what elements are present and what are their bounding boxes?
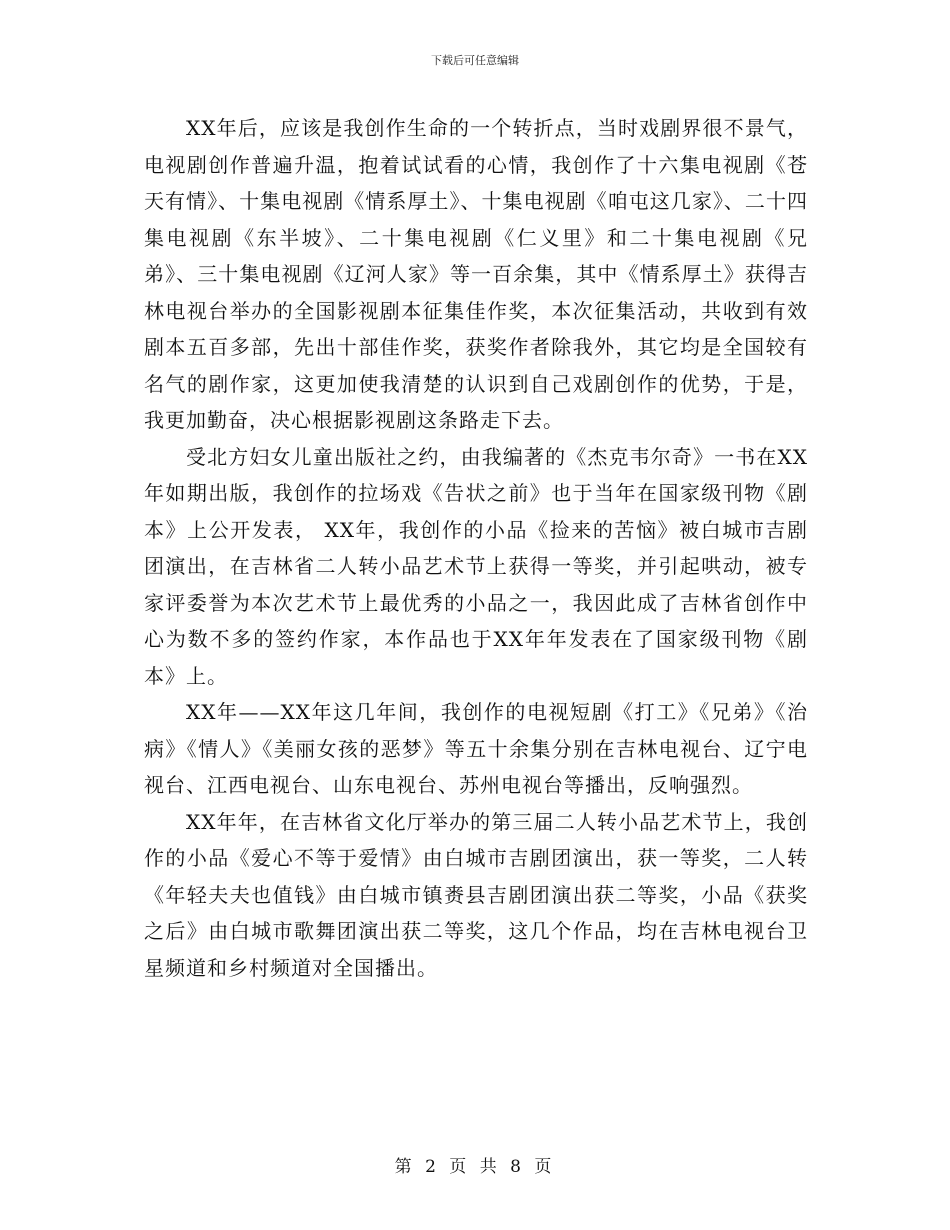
page-footer: 第 2 页 共 8 页 bbox=[394, 1157, 556, 1177]
paragraph-3: XX年——XX年这几年间，我创作的电视短剧《打工》《兄弟》《治病》《情人》《美丽女孩的恶梦》等五十余集分别在吉林电视台、辽宁电视台、江西电视台、山东电视台、苏州电视台等播出，反响强烈。 bbox=[144, 700, 808, 797]
paragraph-2: 受北方妇女儿童出版社之约，由我编著的《杰克韦尔奇》一书在XX年如期出版，我创作的拉场戏《告状之前》也于当年在国家级刊物《剧本》上公开发表， XX年，我创作的小品《捡来的苦恼》被白城市吉剧团演出，在吉林省二人转小品艺术节上获得一等奖，并引起哄动，被专家评委誉为本次艺术节上最优秀的小品之一，我因此成了吉林省创作中心为数不多的签约作家，本作品也于XX年年发表在了国家级刊物《剧本》上。 bbox=[144, 444, 808, 688]
document-body bbox=[144, 110, 808, 986]
paragraph-4: XX年年，在吉林省文化厅举办的第三届二人转小品艺术节上，我创作的小品《爱心不等于爱情》由白城市吉剧团演出，获一等奖，二人转《年轻夫夫也值钱》由白城市镇赉县吉剧团演出获二等奖，小品《获奖之后》由白城市歌舞团演出获二等奖，这几个作品，均在吉林电视台卫星频道和乡村频道对全国播出。 bbox=[144, 809, 808, 980]
paragraph-1: XX年后，应该是我创作生命的一个转折点，当时戏剧界很不景气，电视剧创作普遍升温，抱着试试看的心情，我创作了十六集电视剧《苍天有情》、十集电视剧《情系厚土》、十集电视剧《咱屯这几家》、二十四集电视剧《东半坡》、二十集电视剧《仁义里》和二十集电视剧《兄弟》、三十集电视剧《辽河人家》等一百余集，其中《情系厚土》获得吉林电视台举办的全国影视剧本征集佳作奖，本次征集活动，共收到有效剧本五百多部，先出十部佳作奖，获奖作者除我外，其它均是全国较有名气的剧作家，这更加使我清楚的认识到自己戏剧创作的优势，于是，我更加勤奋，决心根据影视剧这条路走下去。 bbox=[144, 116, 808, 432]
page-header: 下载后可任意编辑 bbox=[431, 54, 519, 67]
